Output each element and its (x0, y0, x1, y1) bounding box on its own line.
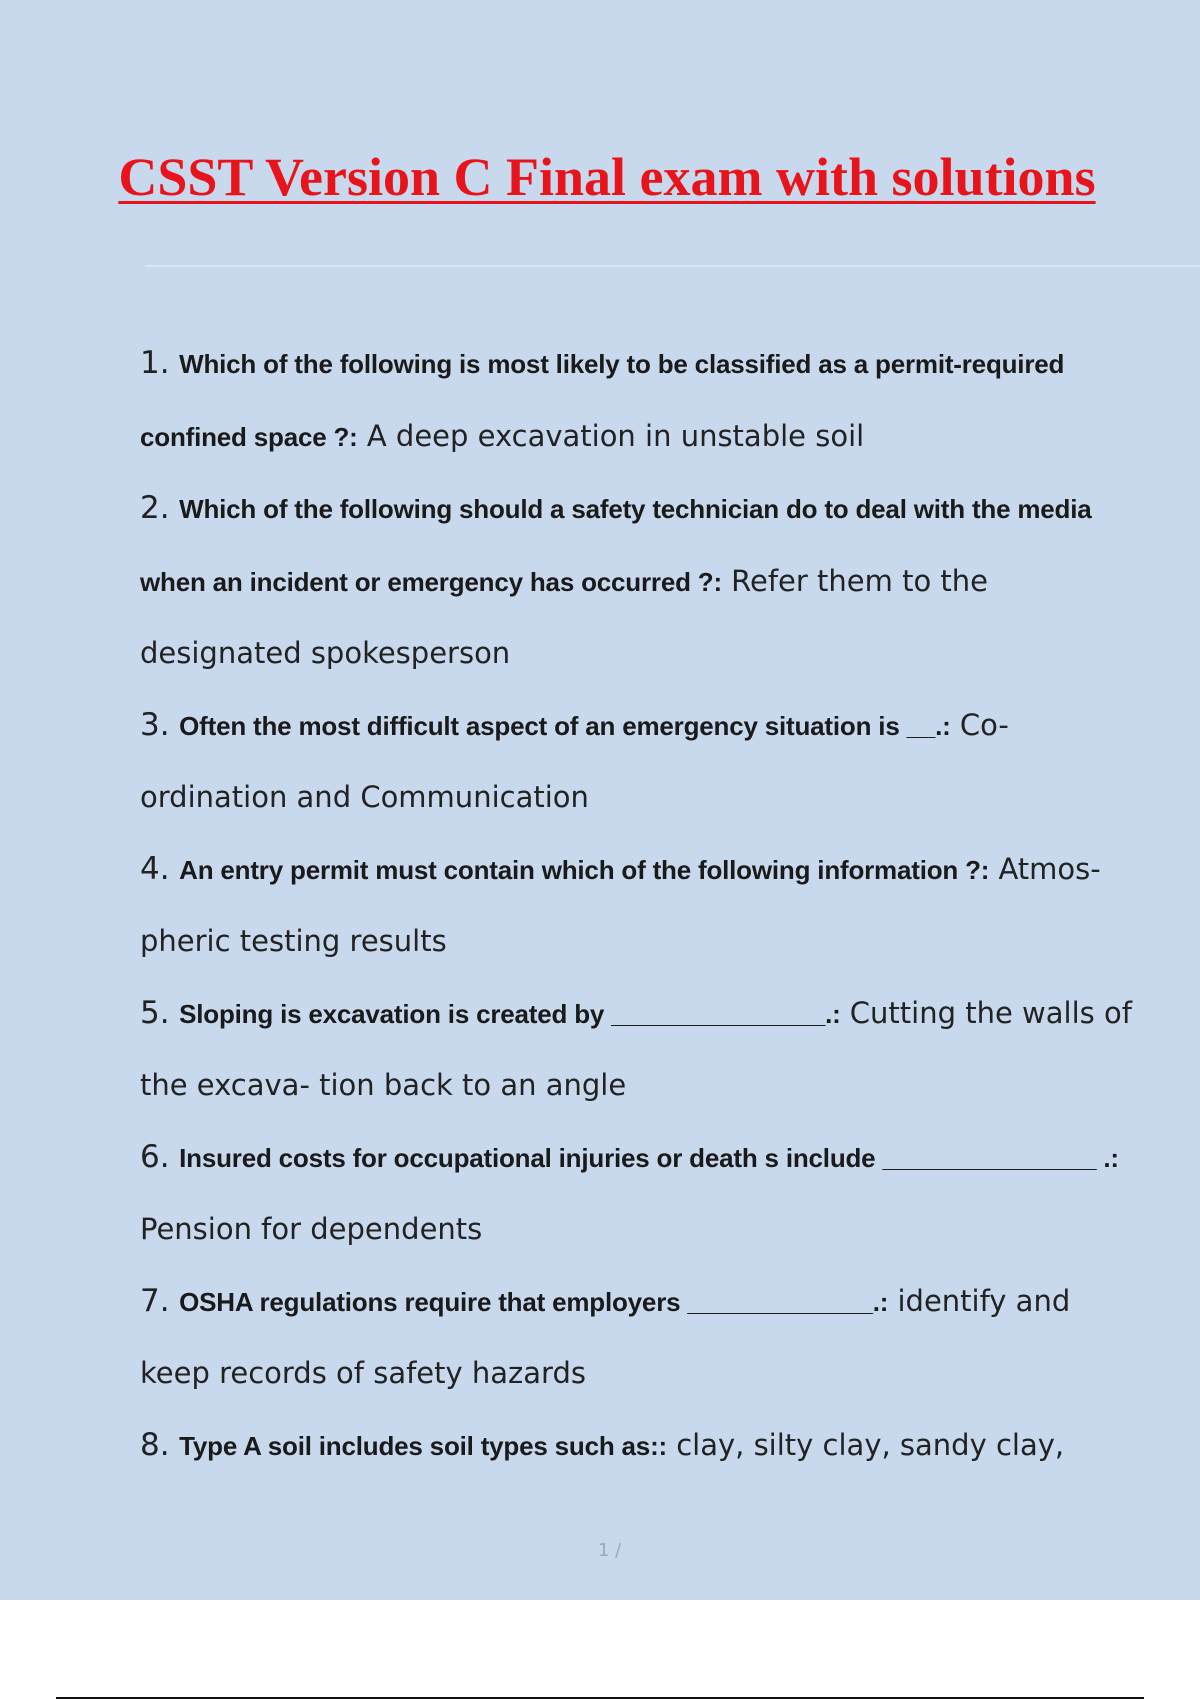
question-text: Which of the following is most likely to be classified as a permit-required confined space ?: (140, 349, 1065, 452)
question-number: 8. (140, 1426, 170, 1463)
question-item-3 (140, 690, 1140, 834)
answer-text: Pension for dependents (140, 1212, 483, 1246)
question-number: 1. (140, 345, 170, 381)
question-text: OSHA regulations require that employers _____________.: (179, 1286, 889, 1317)
question-item-6 (140, 1122, 1140, 1266)
question-item-4 (140, 834, 1140, 978)
footer-divider (56, 1697, 1144, 1699)
answer-text: clay, silty clay, sandy clay, (666, 1427, 1065, 1462)
document-title: CSST Version C Final exam with solutions (118, 147, 1096, 207)
question-item-2 (140, 473, 1140, 690)
answer-text: A deep excavation in unstable soil (357, 418, 865, 453)
question-text: Type A soil includes soil types such as:: (179, 1430, 667, 1461)
question-text: Which of the following should a safety technician do to deal with the media when an incident or emergency has occurred ?: (140, 494, 1092, 597)
answer-text: identify and keep records of safety hazards (140, 1283, 1071, 1390)
question-item-7 (140, 1266, 1140, 1410)
question-number: 5. (140, 994, 170, 1031)
question-item-5 (140, 978, 1140, 1122)
answer-text: Co-ordination and Communication (140, 707, 1009, 814)
question-number: 4. (140, 850, 170, 887)
question-text: Insured costs for occupational injuries or death s include _______________ .: (179, 1142, 1119, 1173)
answer-text: Cutting the walls of the excava- tion back to an angle (140, 995, 1132, 1102)
question-text: An entry permit must contain which of the following information ?: (179, 854, 990, 885)
question-list (140, 328, 1140, 1482)
question-item-8 (140, 1410, 1140, 1483)
question-number: 2. (140, 490, 170, 526)
question-item-1 (140, 328, 1140, 473)
title-divider (145, 265, 1200, 267)
question-number: 7. (140, 1282, 170, 1319)
question-text: Often the most difficult aspect of an emergency situation is __.: (179, 710, 951, 741)
answer-text: Refer them to the designated spokesperson (140, 563, 989, 670)
question-number: 3. (140, 706, 170, 743)
page-number: 1 / (598, 1540, 622, 1561)
question-number: 6. (140, 1138, 170, 1175)
question-text: Sloping is excavation is created by _______________.: (179, 998, 841, 1029)
answer-text: Atmos- pheric testing results (140, 851, 1101, 958)
